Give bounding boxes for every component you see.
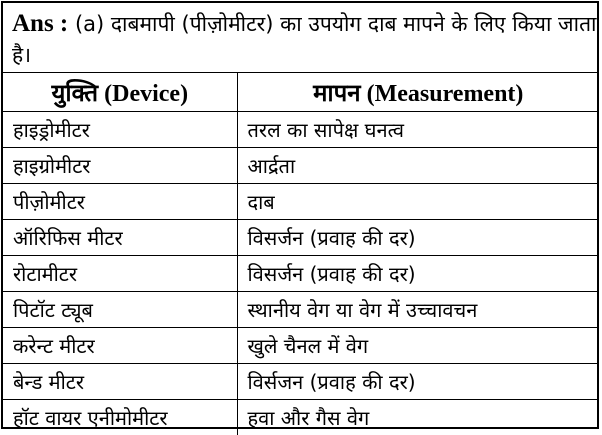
measurement-cell: दाब (237, 184, 599, 220)
device-measurement-table (3, 73, 599, 435)
measurement-cell: खुले चैनल में वेग (237, 328, 599, 364)
answer-prefix: Ans : (12, 10, 68, 37)
measurement-cell: आर्द्रता (237, 148, 599, 184)
measurement-cell: विसर्जन (प्रवाह की दर) (237, 220, 599, 256)
table-row (3, 184, 599, 220)
table-row (3, 112, 599, 148)
device-cell: हाइड्रोमीटर (3, 112, 237, 148)
table-row (3, 364, 599, 400)
device-cell: रोटामीटर (3, 256, 237, 292)
table-row (3, 328, 599, 364)
answer-text (3, 3, 599, 73)
device-cell: पीज़ोमीटर (3, 184, 237, 220)
table-row (3, 220, 599, 256)
table-row (3, 256, 599, 292)
answer-box (1, 1, 599, 429)
table-header-row (3, 73, 599, 112)
table-row (3, 400, 599, 435)
table-row (3, 148, 599, 184)
measurement-cell: विसर्जन (प्रवाह की दर) (237, 256, 599, 292)
device-cell: ऑरिफिस मीटर (3, 220, 237, 256)
device-cell: हॉट वायर एनीमोमीटर (3, 400, 237, 435)
device-cell: बेन्ड मीटर (3, 364, 237, 400)
measurement-cell: हवा और गैस वेग (237, 400, 599, 435)
measurement-cell: तरल का सापेक्ष घनत्व (237, 112, 599, 148)
device-cell: हाइग्रोमीटर (3, 148, 237, 184)
device-cell: पिटॉट ट्यूब (3, 292, 237, 328)
answer-statement: (a) दाबमापी (पीज़ोमीटर) का उपयोग दाब मापने के लिए किया जाता है। (12, 12, 597, 67)
measurement-cell: स्थानीय वेग या वेग में उच्चावचन (237, 292, 599, 328)
device-cell: करेन्ट मीटर (3, 328, 237, 364)
column-header-device: युक्ति (Device) (3, 73, 237, 112)
column-header-measurement: मापन (Measurement) (237, 73, 599, 112)
table-row (3, 292, 599, 328)
measurement-cell: विर्सजन (प्रवाह की दर) (237, 364, 599, 400)
